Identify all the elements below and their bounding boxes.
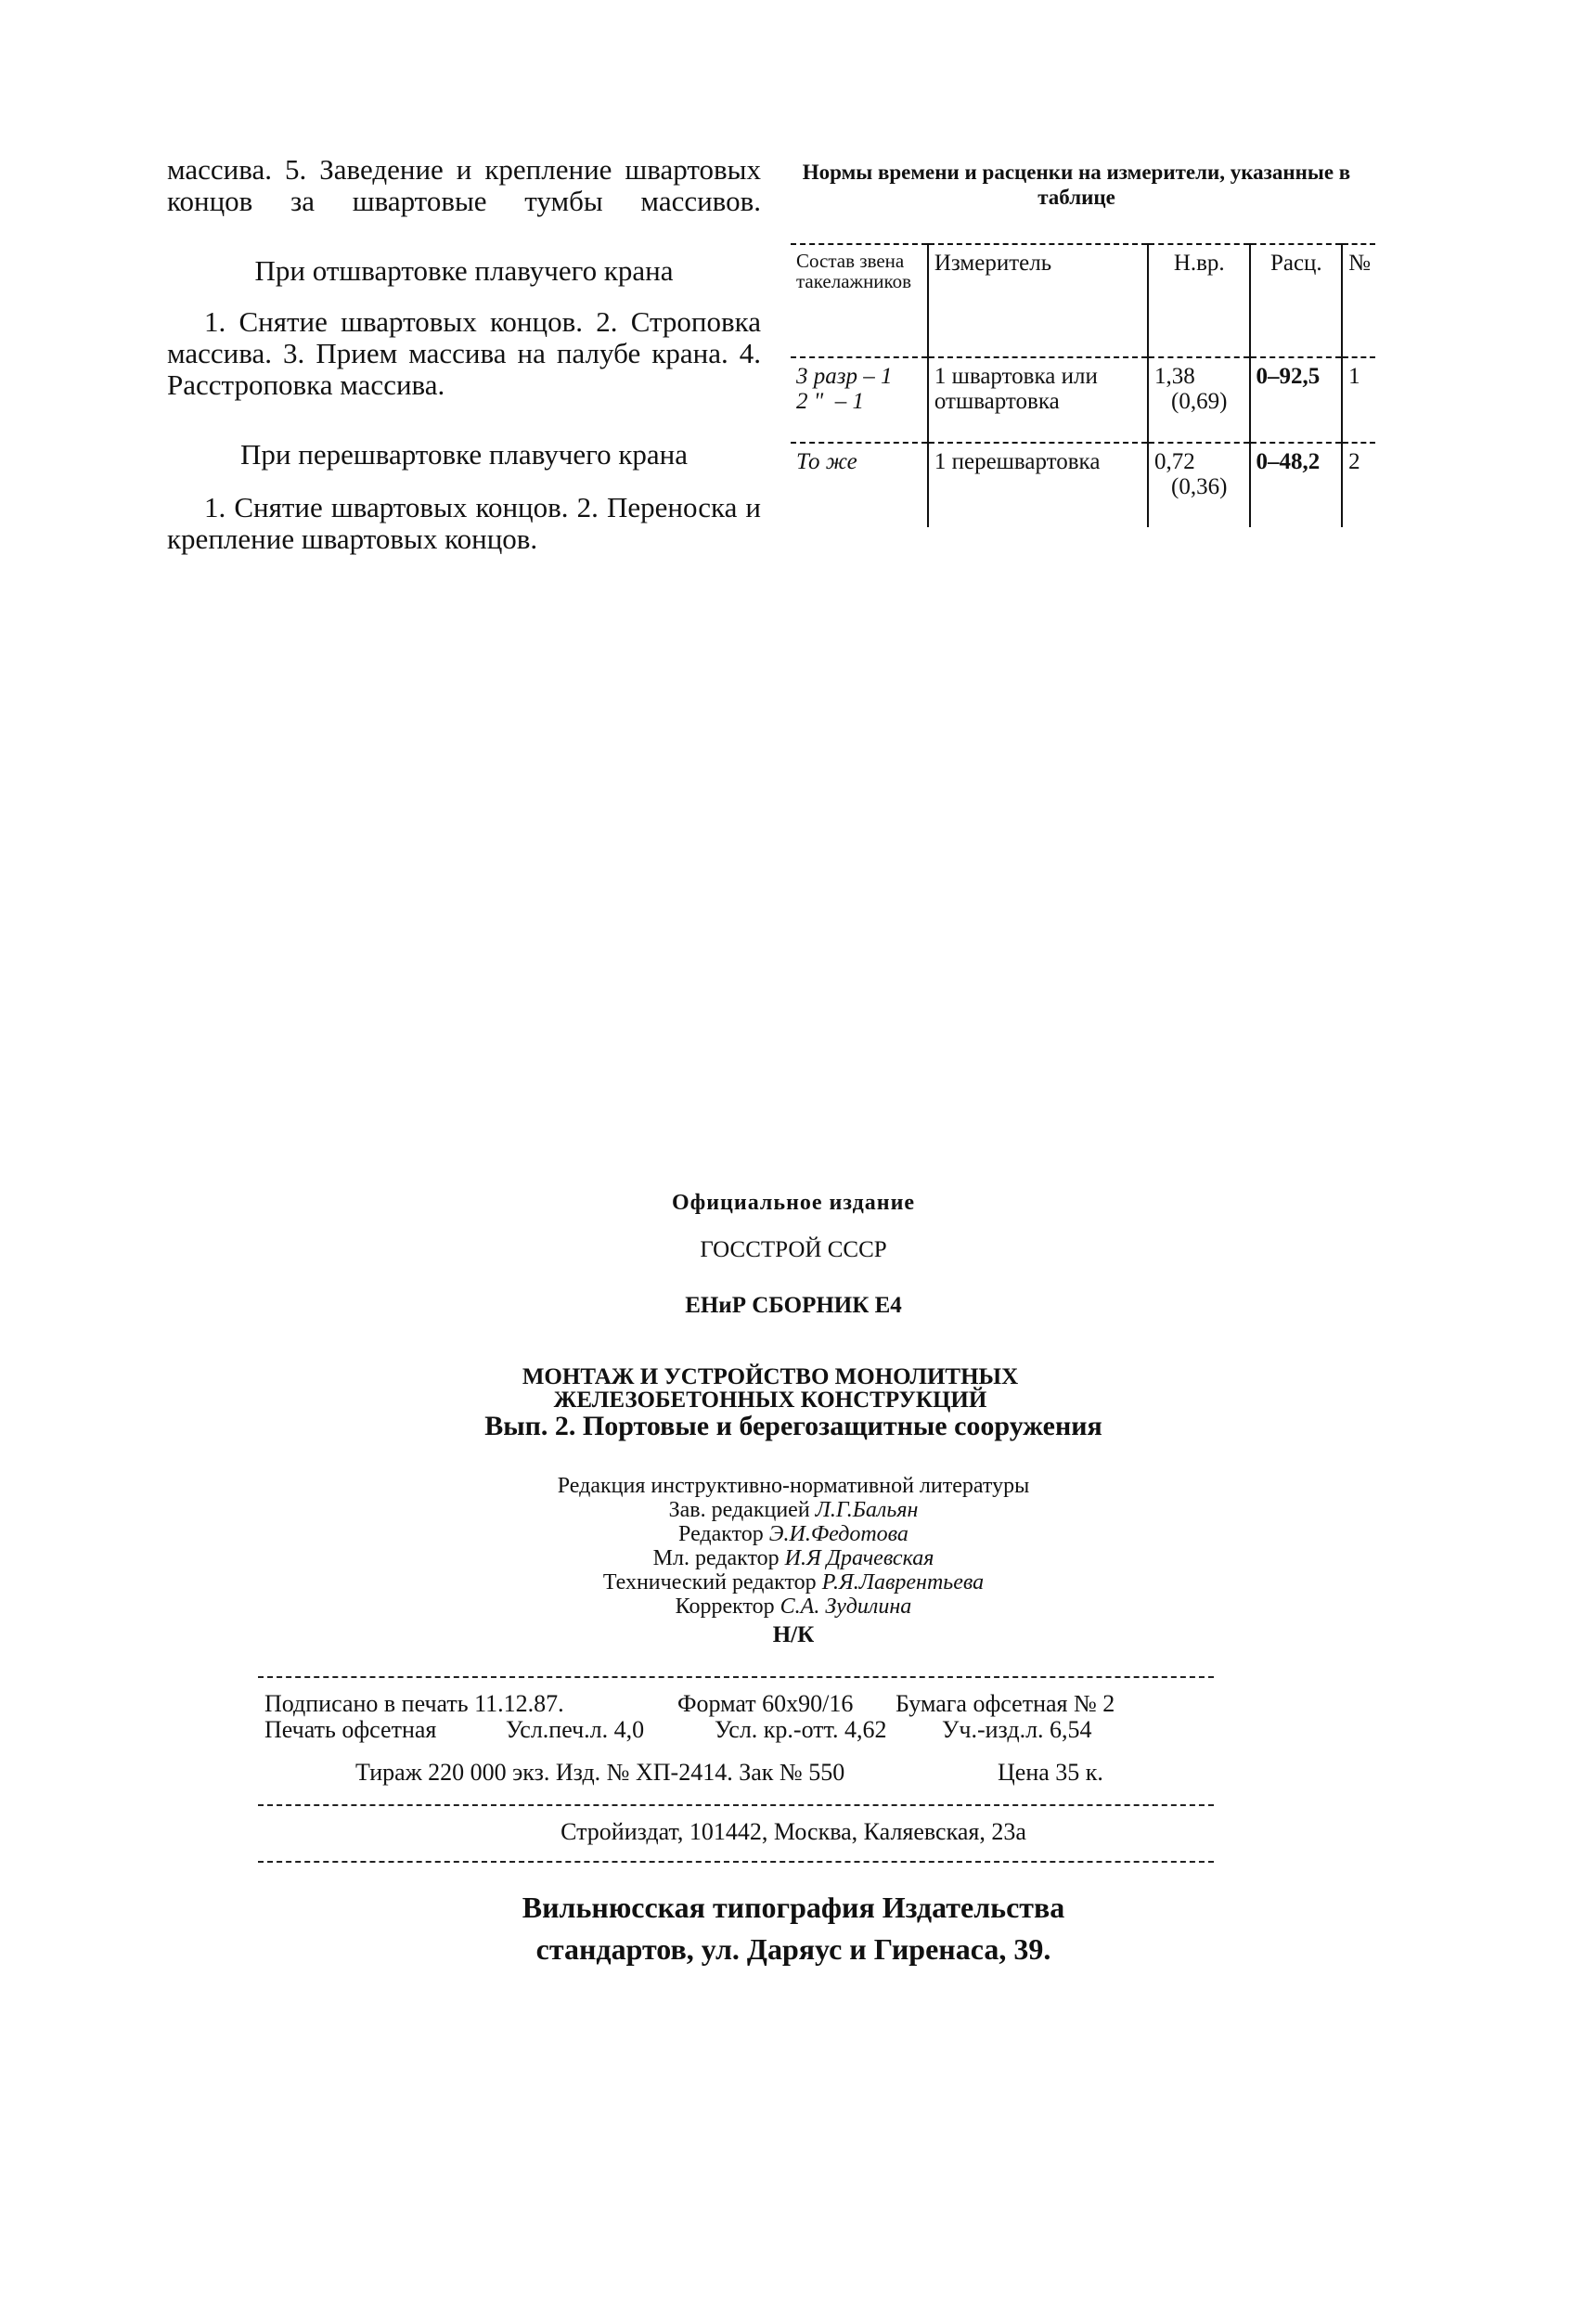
- credit-head-label: Зав. редакцией: [668, 1498, 810, 1522]
- print-sheets: Усл.печ.л. 4,0: [506, 1716, 645, 1743]
- editorial-office: Редакция инструктивно-нормативной литературы: [557, 1474, 1030, 1498]
- credit-editor-name: Э.И.Федотова: [768, 1522, 908, 1546]
- price: Цена 35 к.: [998, 1759, 1103, 1786]
- editorial-credits: [260, 1474, 1327, 1619]
- credit-head-name: Л.Г.Бальян: [815, 1498, 919, 1522]
- hk-mark: Н/К: [772, 1622, 815, 1647]
- cell-crew: 3 разр – 1 2 " – 1: [791, 357, 928, 443]
- collection-title: ЕНиР СБОРНИК Е4: [685, 1293, 902, 1318]
- publisher-sheets: Уч.-изд.л. 6,54: [942, 1716, 1092, 1743]
- header-measure: Измеритель: [928, 244, 1148, 357]
- print-type: Печать офсетная: [264, 1716, 437, 1743]
- table-title: Нормы времени и расценки на измерители, указанные в таблице: [802, 161, 1351, 209]
- header-rate: Расц.: [1250, 244, 1343, 357]
- signed-date: Подписано в печать 11.12.87.: [264, 1690, 564, 1717]
- credit-proof-name: С.А. Зудилина: [780, 1595, 912, 1619]
- official-edition: Официальное издание: [671, 1191, 916, 1215]
- heading-remooring: При перешвартовке плавучего крана: [240, 438, 688, 471]
- left-column: [167, 154, 761, 555]
- norm-value: 1,38: [1154, 364, 1195, 389]
- cell-number: 1: [1342, 357, 1375, 443]
- header-crew: Состав звена такелажников: [791, 244, 928, 357]
- norm-sub-value: (0,36): [1171, 474, 1228, 499]
- cell-measure: 1 швартовка или отшвартовка: [928, 357, 1148, 443]
- paragraph-remooring: 1. Снятие швартовых концов. 2. Переноска и крепление швартовых концов.: [167, 491, 761, 555]
- divider: [258, 1804, 1214, 1806]
- organization: ГОССТРОЙ СССР: [700, 1237, 887, 1262]
- header-number: №: [1342, 244, 1375, 357]
- paragraph-unmooring: 1. Снятие швартовых концов. 2. Строповка массива. 3. Прием массива на палубе крана. 4. Расстроповка массива.: [167, 305, 761, 401]
- printer-line-1: Вильнюсская типография Издательства: [522, 1891, 1065, 1924]
- credit-jr-name: И.Я Драчевская: [784, 1546, 934, 1570]
- table-header-row: [791, 244, 1375, 357]
- paragraph-operations-end: массива. 5. Заведение и крепление швартовых концов за швартовые тумбы массивов.: [167, 153, 761, 217]
- credit-tech-editor: [260, 1570, 1327, 1595]
- color-prints: Усл. кр.-отт. 4,62: [715, 1716, 887, 1743]
- credit-editor: [260, 1522, 1327, 1546]
- divider: [258, 1676, 1214, 1678]
- norm-sub-value: (0,69): [1171, 389, 1228, 414]
- credit-editor-label: Редактор: [678, 1522, 764, 1546]
- credit-proofreader: [260, 1595, 1327, 1619]
- norm-value: 0,72: [1154, 449, 1195, 474]
- divider: [258, 1861, 1214, 1863]
- norms-table: [791, 243, 1375, 527]
- cell-norm: [1148, 357, 1250, 443]
- cell-number: 2: [1342, 443, 1375, 527]
- credit-tech-label: Технический редактор: [602, 1570, 817, 1595]
- credit-proof-label: Корректор: [675, 1595, 775, 1619]
- paper: Бумага офсетная № 2: [896, 1690, 1115, 1717]
- book-title: МОНТАЖ И УСТРОЙСТВО МОНОЛИТНЫХ ЖЕЛЕЗОБЕТОННЫХ КОНСТРУКЦИЙ: [522, 1364, 1019, 1413]
- cell-measure: 1 перешвартовка: [928, 443, 1148, 527]
- credit-head: [260, 1498, 1327, 1522]
- cell-norm: [1148, 443, 1250, 527]
- heading-unmooring: При отшвартовке плавучего крана: [254, 254, 674, 287]
- cell-crew: То же: [796, 449, 857, 474]
- table-row: [791, 357, 1375, 443]
- print-run: Тираж 220 000 экз. Изд. № ХП-2414. Зак № 550: [355, 1759, 845, 1786]
- printer-line-2: стандартов, ул. Даряус и Гиренаса, 39.: [535, 1932, 1051, 1966]
- format: Формат 60х90/16: [677, 1690, 854, 1717]
- credit-jr-label: Мл. редактор: [652, 1546, 780, 1570]
- credit-junior-editor: [260, 1546, 1327, 1570]
- publisher-address: Стройиздат, 101442, Москва, Каляевская, 23а: [561, 1818, 1026, 1845]
- cell-rate: 0–92,5: [1250, 357, 1343, 443]
- issue-title: Вып. 2. Портовые и берегозащитные сооружения: [484, 1411, 1102, 1441]
- table-row: [791, 443, 1375, 527]
- header-norm: Н.вр.: [1148, 244, 1250, 357]
- cell-rate: 0–48,2: [1250, 443, 1343, 527]
- credit-tech-name: Р.Я.Лаврентьева: [821, 1570, 985, 1595]
